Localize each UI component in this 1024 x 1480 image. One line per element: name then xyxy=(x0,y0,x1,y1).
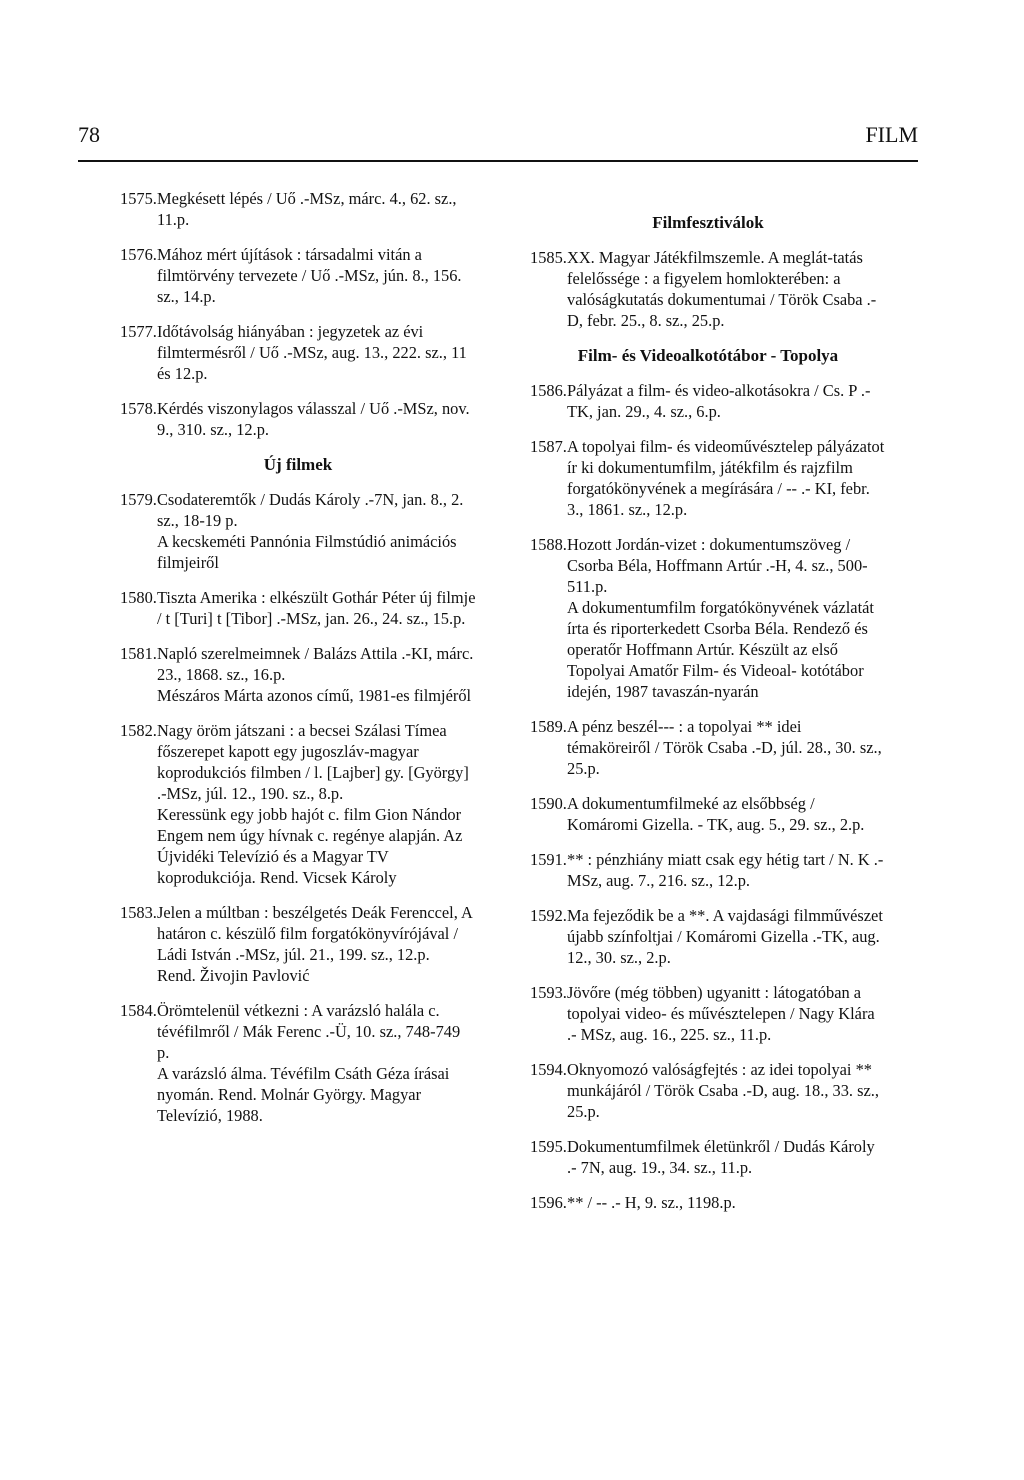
entry-number: 1579. xyxy=(120,490,157,509)
entry-citation: A topolyai film- és videoművésztelep pályázatot ír ki dokumentumfilm, játékfilm és rajzfilm forgatókönyvének a megírására / -- .- KI, febr. 3., 1861. sz., 12.p. xyxy=(567,437,885,519)
bibliography-entry xyxy=(120,244,476,307)
entry-number: 1576. xyxy=(120,245,157,264)
entry-number: 1586. xyxy=(530,381,567,400)
right-column xyxy=(530,188,886,1227)
entry-number: 1590. xyxy=(530,794,567,813)
entry-citation: Időtávolság hiányában : jegyzetek az évi filmtermésről / Uő .-MSz, aug. 13., 222. sz., 11 és 12.p. xyxy=(157,322,467,383)
left-column xyxy=(120,188,476,1140)
entry-annotation: Mészáros Márta azonos című, 1981-es filmjéről xyxy=(157,686,472,705)
entry-number: 1585. xyxy=(530,248,567,267)
bibliography-entry xyxy=(530,1059,886,1122)
entry-annotation: Rend. Živojin Pavlović xyxy=(157,966,310,985)
entry-number: 1582. xyxy=(120,721,157,740)
entry-citation: Tiszta Amerika : elkészült Gothár Péter új filmje / t [Turi] t [Tibor] .-MSz, jan. 26., 24. sz., 15.p. xyxy=(157,588,476,628)
entry-number: 1578. xyxy=(120,399,157,418)
entries-group-c xyxy=(530,247,886,331)
entry-number: 1583. xyxy=(120,903,157,922)
bibliography-entry xyxy=(530,793,886,835)
bibliography-entry xyxy=(120,587,476,629)
bibliography-entry xyxy=(530,247,886,331)
entry-number: 1594. xyxy=(530,1060,567,1079)
entry-number: 1592. xyxy=(530,906,567,925)
bibliography-entry xyxy=(530,716,886,779)
entry-annotation: A varázsló álma. Tévéfilm Csáth Géza írásai nyomán. Rend. Molnár György. Magyar Televízió, 1988. xyxy=(157,1064,450,1125)
entry-citation: Csodateremtők / Dudás Károly .-7N, jan. 8., 2. sz., 18-19 p. xyxy=(157,490,464,530)
bibliography-entry xyxy=(120,720,476,888)
page-header xyxy=(78,122,918,162)
entry-number: 1593. xyxy=(530,983,567,1002)
entry-number: 1580. xyxy=(120,588,157,607)
bibliography-entry xyxy=(530,1136,886,1178)
section-heading-uj-filmek: Új filmek xyxy=(263,455,333,474)
bibliography-entry xyxy=(530,534,886,702)
entry-citation: Dokumentumfilmek életünkről / Dudás Károly .- 7N, aug. 19., 34. sz., 11.p. xyxy=(567,1137,875,1177)
entry-number: 1581. xyxy=(120,644,157,663)
bibliography-entry xyxy=(120,321,476,384)
section-heading-filmfesztivalok: Filmfesztiválok xyxy=(652,213,764,232)
header-rule xyxy=(78,160,918,162)
entry-citation: A dokumentumfilmeké az elsőbbség / Komáromi Gizella. - TK, aug. 5., 29. sz., 2.p. xyxy=(567,794,865,834)
entry-number: 1589. xyxy=(530,717,567,736)
section-heading-topolya: Film- és Videoalkotótábor - Topolya xyxy=(577,346,839,365)
entry-citation: Örömtelenül vétkezni : A varázsló halála c. tévéfilmről / Mák Ferenc .-Ü, 10. sz., 748-749 p. xyxy=(157,1001,461,1062)
bibliography-entry xyxy=(120,1000,476,1126)
running-title: FILM xyxy=(865,122,918,147)
entry-citation: XX. Magyar Játékfilmszemle. A meglát-tatás felelőssége : a figyelem homlokterében: a valóságkutatás dokumentumai / Török Csaba .-D, febr. 25., 8. sz., 25.p. xyxy=(567,248,877,330)
entry-number: 1591. xyxy=(530,850,567,869)
entry-citation: Ma fejeződik be a **. A vajdasági filmművészet újabb színfoltjai / Komáromi Gizella .-TK, aug. 12., 30. sz., 2.p. xyxy=(567,906,883,967)
entry-citation: Kérdés viszonylagos válasszal / Uő .-MSz, nov. 9., 310. sz., 12.p. xyxy=(157,399,470,439)
entry-number: 1584. xyxy=(120,1001,157,1020)
entry-citation: Jelen a múltban : beszélgetés Deák Ferenccel, A határon c. készülő film forgatókönyvírójával / Ládi István .-MSz, júl. 21., 199. sz., 12.p. xyxy=(157,903,472,964)
entry-number: 1595. xyxy=(530,1137,567,1156)
entry-annotation: Keressünk egy jobb hajót c. film Gion Nándor Engem nem úgy hívnak c. regénye alapján. Az Újvidéki Televízió és a Magyar TV koprodukciója. Rend. Vicsek Károly xyxy=(157,805,463,887)
bibliography-entry xyxy=(120,188,476,230)
entry-number: 1587. xyxy=(530,437,567,456)
entry-citation: Mához mért újítások : társadalmi vitán a filmtörvény tervezete / Uő .-MSz, jún. 8., 156. sz., 14.p. xyxy=(157,245,462,306)
entries-group-d xyxy=(530,380,886,1213)
entry-annotation: A kecskeméti Pannónia Filmstúdió animációs filmjeiről xyxy=(157,532,457,572)
page-number: 78 xyxy=(78,122,100,147)
entry-citation: Hozott Jordán-vizet : dokumentumszöveg / Csorba Béla, Hoffmann Artúr .-H, 4. sz., 500-511.p. xyxy=(567,535,868,596)
entry-citation: A pénz beszél--- : a topolyai ** idei témaköreiről / Török Csaba .-D, júl. 28., 30. sz., 25.p. xyxy=(567,717,882,778)
entry-citation: Pályázat a film- és video-alkotásokra / Cs. P .-TK, jan. 29., 4. sz., 6.p. xyxy=(567,381,871,421)
entries-group-a xyxy=(120,188,476,440)
bibliography-entry xyxy=(120,643,476,706)
entry-citation: Jövőre (még többen) ugyanitt : látogatóban a topolyai video- és művésztelepen / Nagy Klára .- MSz, aug. 16., 225. sz., 11.p. xyxy=(567,983,875,1044)
entry-number: 1596. xyxy=(530,1193,567,1212)
bibliography-entry xyxy=(530,380,886,422)
entry-citation: Nagy öröm játszani : a becsei Szálasi Tímea főszerepet kapott egy jugoszláv-magyar koprodukciós filmben / l. [Lajber] gy. [György] .-MSz, júl. 12., 190. sz., 8.p. xyxy=(157,721,469,803)
entry-citation: Megkésett lépés / Uő .-MSz, márc. 4., 62. sz., 11.p. xyxy=(157,189,457,229)
bibliography-entry xyxy=(530,436,886,520)
entry-citation: ** / -- .- H, 9. sz., 1198.p. xyxy=(567,1193,736,1212)
entry-number: 1588. xyxy=(530,535,567,554)
entry-citation: Oknyomozó valóságfejtés : az idei topolyai ** munkájáról / Török Csaba .-D, aug. 18., 33. sz., 25.p. xyxy=(567,1060,879,1121)
entry-annotation: A dokumentumfilm forgatókönyvének vázlatát írta és riporterkedett Csorba Béla. Rendező és operatőr Hoffmann Artúr. Készült az első Topolyai Amatőr Film- és Videoal- kotótábor idején, 1987 tavaszán-nyarán xyxy=(567,598,874,701)
bibliography-entry xyxy=(530,982,886,1045)
bibliography-entry xyxy=(120,398,476,440)
bibliography-entry xyxy=(530,1192,886,1213)
bibliography-entry xyxy=(120,902,476,986)
bibliography-entry xyxy=(120,489,476,573)
bibliography-entry xyxy=(530,905,886,968)
entries-group-b xyxy=(120,489,476,1126)
entry-number: 1577. xyxy=(120,322,157,341)
entry-number: 1575. xyxy=(120,189,157,208)
entry-citation: ** : pénzhiány miatt csak egy hétig tart / N. K .-MSz, aug. 7., 216. sz., 12.p. xyxy=(567,850,884,890)
entry-citation: Napló szerelmeimnek / Balázs Attila .-KI, márc. 23., 1868. sz., 16.p. xyxy=(157,644,474,684)
bibliography-entry xyxy=(530,849,886,891)
